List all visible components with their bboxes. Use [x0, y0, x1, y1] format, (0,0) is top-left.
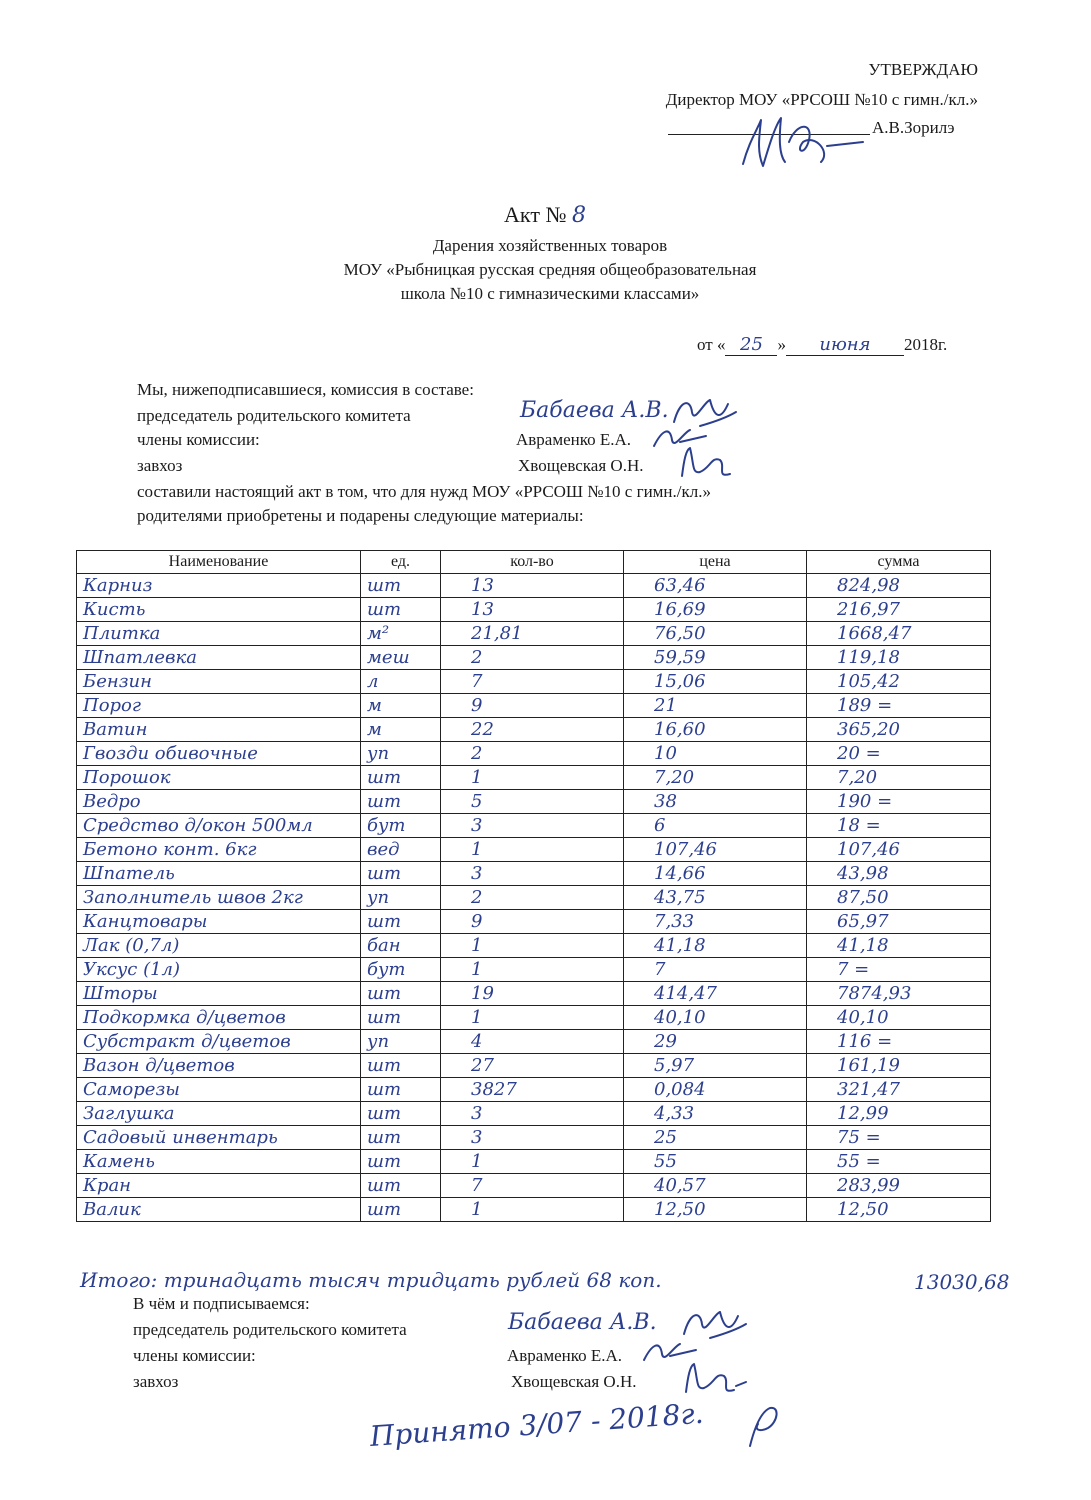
- cell-price: 10: [624, 742, 807, 766]
- date-mid: »: [777, 335, 786, 354]
- cell-name: Заглушка: [77, 1102, 361, 1126]
- cell-qty: 9: [441, 694, 624, 718]
- table-row: [77, 934, 991, 958]
- cell-sum: 116 =: [807, 1030, 991, 1054]
- cell-name: Порог: [77, 694, 361, 718]
- cell-name: Шторы: [77, 982, 361, 1006]
- cell-name: Гвозди обивочные: [77, 742, 361, 766]
- cell-price: 14,66: [624, 862, 807, 886]
- table-row: [77, 694, 991, 718]
- cell-qty: 1: [441, 838, 624, 862]
- cell-name: Средство д/окон 500мл: [77, 814, 361, 838]
- cell-qty: 22: [441, 718, 624, 742]
- table-row: [77, 766, 991, 790]
- closing-member-name: Авраменко Е.А.: [507, 1346, 623, 1365]
- table-row: [77, 958, 991, 982]
- cell-name: Плитка: [77, 622, 361, 646]
- cell-qty: 4: [441, 1030, 624, 1054]
- cell-sum: 1668,47: [807, 622, 991, 646]
- table-row: [77, 718, 991, 742]
- cell-price: 59,59: [624, 646, 807, 670]
- cell-qty: 2: [441, 742, 624, 766]
- cell-name: Субстракт д/цветов: [77, 1030, 361, 1054]
- intro-line-5: составили настоящий акт в том, что для нужд МОУ «РРСОШ №10 с гимн./кл.»: [137, 482, 711, 501]
- cell-sum: 55 =: [807, 1150, 991, 1174]
- header-price: цена: [624, 551, 807, 574]
- cell-unit: бут: [361, 814, 441, 838]
- table-row: [77, 1006, 991, 1030]
- cell-sum: 321,47: [807, 1078, 991, 1102]
- cell-name: Заполнитель швов 2кг: [77, 886, 361, 910]
- act-number: 8: [571, 203, 586, 228]
- table-row: [77, 1030, 991, 1054]
- cell-qty: 2: [441, 646, 624, 670]
- cell-qty: 13: [441, 574, 624, 598]
- intro-line-6: родителями приобретены и подарены следующие материалы:: [137, 506, 584, 525]
- date-month: июня: [786, 335, 904, 356]
- cell-unit: бут: [361, 958, 441, 982]
- cell-qty: 3: [441, 862, 624, 886]
- total-amount: 13030,68: [914, 1270, 1010, 1294]
- approval-position: Директор МОУ «РРСОШ №10 с гимн./кл.»: [665, 90, 978, 109]
- closing-members-label: члены комиссии:: [133, 1346, 256, 1365]
- cell-price: 16,69: [624, 598, 807, 622]
- cell-price: 107,46: [624, 838, 807, 862]
- director-signature: [735, 112, 870, 172]
- cell-sum: 43,98: [807, 862, 991, 886]
- cell-unit: шт: [361, 1174, 441, 1198]
- cell-unit: уп: [361, 886, 441, 910]
- closing-line-1: В чём и подписываемся:: [133, 1294, 310, 1313]
- cell-name: Вазон д/цветов: [77, 1054, 361, 1078]
- cell-sum: 7874,93: [807, 982, 991, 1006]
- cell-unit: шт: [361, 1006, 441, 1030]
- cell-qty: 1: [441, 1006, 624, 1030]
- cell-name: Канцтовары: [77, 910, 361, 934]
- table-row: [77, 1054, 991, 1078]
- cell-price: 7,33: [624, 910, 807, 934]
- table-header-row: [77, 551, 991, 574]
- total-words: Итого: тринадцать тысяч тридцать рублей 68 коп.: [80, 1268, 662, 1292]
- cell-unit: уп: [361, 1030, 441, 1054]
- header-sum: сумма: [807, 551, 991, 574]
- cell-name: Порошок: [77, 766, 361, 790]
- cell-sum: 283,99: [807, 1174, 991, 1198]
- cell-price: 6: [624, 814, 807, 838]
- cell-name: Кисть: [77, 598, 361, 622]
- items-table: [76, 550, 991, 1222]
- table-row: [77, 622, 991, 646]
- cell-qty: 2: [441, 886, 624, 910]
- table-row: [77, 1126, 991, 1150]
- cell-qty: 27: [441, 1054, 624, 1078]
- cell-unit: шт: [361, 1054, 441, 1078]
- cell-qty: 1: [441, 766, 624, 790]
- table-row: [77, 886, 991, 910]
- cell-price: 7,20: [624, 766, 807, 790]
- table-row: [77, 1150, 991, 1174]
- act-subtitle: Дарения хозяйственных товаров: [432, 236, 668, 255]
- header-unit: ед.: [361, 551, 441, 574]
- cell-unit: шт: [361, 1150, 441, 1174]
- table-row: [77, 982, 991, 1006]
- cell-sum: 216,97: [807, 598, 991, 622]
- table-row: [77, 670, 991, 694]
- cell-qty: 21,81: [441, 622, 624, 646]
- cell-sum: 824,98: [807, 574, 991, 598]
- cell-name: Шпатлевка: [77, 646, 361, 670]
- cell-sum: 190 =: [807, 790, 991, 814]
- closing-keeper-signature: [680, 1360, 750, 1400]
- cell-sum: 365,20: [807, 718, 991, 742]
- cell-name: Лак (0,7л): [77, 934, 361, 958]
- cell-price: 40,10: [624, 1006, 807, 1030]
- cell-price: 29: [624, 1030, 807, 1054]
- cell-price: 414,47: [624, 982, 807, 1006]
- intro-member-name: Авраменко Е.А.: [516, 430, 632, 449]
- accepted-note: Принято 3/07 - 2018г.: [368, 1396, 705, 1453]
- items-body: [77, 574, 991, 1222]
- cell-unit: бан: [361, 934, 441, 958]
- act-title-text: Акт №: [504, 202, 567, 227]
- intro-members-label: члены комиссии:: [137, 430, 260, 449]
- cell-sum: 12,50: [807, 1198, 991, 1222]
- cell-sum: 12,99: [807, 1102, 991, 1126]
- table-row: [77, 1174, 991, 1198]
- cell-name: Карниз: [77, 574, 361, 598]
- cell-sum: 107,46: [807, 838, 991, 862]
- cell-qty: 1: [441, 1150, 624, 1174]
- table-row: [77, 862, 991, 886]
- cell-price: 5,97: [624, 1054, 807, 1078]
- cell-name: Уксус (1л): [77, 958, 361, 982]
- org-line-2: школа №10 с гимназическими классами»: [400, 284, 700, 303]
- cell-name: Саморезы: [77, 1078, 361, 1102]
- table-row: [77, 1198, 991, 1222]
- cell-price: 4,33: [624, 1102, 807, 1126]
- cell-sum: 65,97: [807, 910, 991, 934]
- cell-unit: шт: [361, 598, 441, 622]
- cell-sum: 105,42: [807, 670, 991, 694]
- date-day: 25: [725, 335, 777, 356]
- cell-qty: 1: [441, 958, 624, 982]
- cell-unit: шт: [361, 574, 441, 598]
- closing-chair-label: председатель родительского комитета: [133, 1320, 407, 1339]
- cell-name: Ватин: [77, 718, 361, 742]
- cell-qty: 5: [441, 790, 624, 814]
- cell-unit: уп: [361, 742, 441, 766]
- cell-unit: шт: [361, 1198, 441, 1222]
- cell-price: 0,084: [624, 1078, 807, 1102]
- cell-price: 7: [624, 958, 807, 982]
- cell-qty: 3: [441, 1102, 624, 1126]
- closing-chair-name: Бабаева А.В.: [508, 1310, 657, 1335]
- cell-name: Садовый инвентарь: [77, 1126, 361, 1150]
- act-title: [330, 202, 760, 229]
- intro-chair-name: Бабаева А.В.: [520, 398, 669, 423]
- table-row: [77, 646, 991, 670]
- cell-sum: 87,50: [807, 886, 991, 910]
- cell-unit: шт: [361, 766, 441, 790]
- cell-name: Ведро: [77, 790, 361, 814]
- cell-price: 21: [624, 694, 807, 718]
- cell-price: 16,60: [624, 718, 807, 742]
- cell-sum: 189 =: [807, 694, 991, 718]
- cell-unit: шт: [361, 982, 441, 1006]
- intro-keeper-name: Хвощевская О.Н.: [518, 456, 644, 475]
- table-row: [77, 598, 991, 622]
- cell-qty: 7: [441, 1174, 624, 1198]
- header-qty: кол-во: [441, 551, 624, 574]
- cell-unit: шт: [361, 1078, 441, 1102]
- closing-keeper-name: Хвощевская О.Н.: [511, 1372, 637, 1391]
- intro-keeper-label: завхоз: [137, 456, 183, 475]
- table-row: [77, 1078, 991, 1102]
- cell-unit: шт: [361, 790, 441, 814]
- cell-name: Бетоно конт. 6кг: [77, 838, 361, 862]
- cell-price: 41,18: [624, 934, 807, 958]
- cell-unit: шт: [361, 1102, 441, 1126]
- cell-price: 38: [624, 790, 807, 814]
- intro-chair-label: председатель родительского комитета: [137, 406, 411, 425]
- cell-sum: 20 =: [807, 742, 991, 766]
- date-suffix: г.: [937, 335, 948, 354]
- cell-sum: 161,19: [807, 1054, 991, 1078]
- cell-price: 55: [624, 1150, 807, 1174]
- date-prefix: от «: [697, 335, 726, 354]
- cell-unit: м: [361, 718, 441, 742]
- cell-price: 12,50: [624, 1198, 807, 1222]
- closing-keeper-label: завхоз: [133, 1372, 179, 1391]
- cell-unit: л: [361, 670, 441, 694]
- table-row: [77, 790, 991, 814]
- act-date: [697, 335, 947, 356]
- cell-unit: м: [361, 694, 441, 718]
- table-row: [77, 838, 991, 862]
- cell-price: 15,06: [624, 670, 807, 694]
- cell-qty: 3827: [441, 1078, 624, 1102]
- cell-sum: 41,18: [807, 934, 991, 958]
- cell-name: Бензин: [77, 670, 361, 694]
- table-row: [77, 1102, 991, 1126]
- cell-qty: 7: [441, 670, 624, 694]
- header-name: Наименование: [77, 551, 361, 574]
- intro-line-1: Мы, нижеподписавшиеся, комиссия в составе:: [137, 380, 474, 399]
- cell-sum: 7 =: [807, 958, 991, 982]
- cell-price: 25: [624, 1126, 807, 1150]
- cell-sum: 7,20: [807, 766, 991, 790]
- cell-unit: меш: [361, 646, 441, 670]
- cell-price: 63,46: [624, 574, 807, 598]
- cell-name: Подкормка д/цветов: [77, 1006, 361, 1030]
- cell-sum: 18 =: [807, 814, 991, 838]
- cell-price: 76,50: [624, 622, 807, 646]
- cell-sum: 40,10: [807, 1006, 991, 1030]
- table-row: [77, 574, 991, 598]
- cell-name: Шпатель: [77, 862, 361, 886]
- cell-qty: 1: [441, 1198, 624, 1222]
- cell-qty: 1: [441, 934, 624, 958]
- cell-unit: шт: [361, 910, 441, 934]
- approval-signer: А.В.Зорилэ: [872, 118, 955, 137]
- cell-unit: шт: [361, 862, 441, 886]
- table-row: [77, 742, 991, 766]
- cell-unit: м²: [361, 622, 441, 646]
- cell-price: 43,75: [624, 886, 807, 910]
- cell-qty: 3: [441, 1126, 624, 1150]
- cell-qty: 19: [441, 982, 624, 1006]
- cell-sum: 119,18: [807, 646, 991, 670]
- cell-qty: 13: [441, 598, 624, 622]
- cell-price: 40,57: [624, 1174, 807, 1198]
- table-row: [77, 910, 991, 934]
- cell-sum: 75 =: [807, 1126, 991, 1150]
- cell-qty: 3: [441, 814, 624, 838]
- cell-name: Валик: [77, 1198, 361, 1222]
- accepted-signature: [740, 1402, 790, 1452]
- cell-qty: 9: [441, 910, 624, 934]
- org-line-1: МОУ «Рыбницкая русская средняя общеобразовательная: [343, 260, 757, 279]
- approval-title: УТВЕРЖДАЮ: [868, 60, 978, 79]
- cell-name: Камень: [77, 1150, 361, 1174]
- cell-unit: шт: [361, 1126, 441, 1150]
- cell-unit: вед: [361, 838, 441, 862]
- table-row: [77, 814, 991, 838]
- cell-name: Кран: [77, 1174, 361, 1198]
- intro-keeper-signature: [676, 444, 736, 484]
- date-year: 2018: [903, 335, 938, 354]
